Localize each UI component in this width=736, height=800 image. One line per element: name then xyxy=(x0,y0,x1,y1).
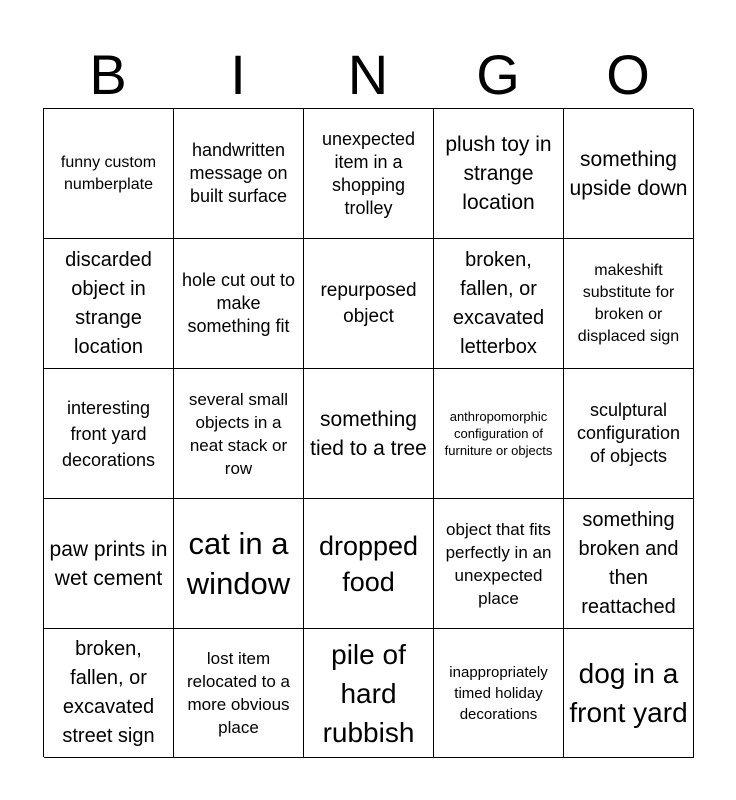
cell-text: interesting front yard decorations xyxy=(61,397,156,470)
bingo-cell[interactable] xyxy=(304,499,434,629)
cell-text: pile of hard rubbish xyxy=(322,638,415,748)
cell-text: funny custom numberplate xyxy=(60,153,157,193)
cell-text: plush toy in strange location xyxy=(445,133,552,214)
bingo-cell[interactable] xyxy=(434,239,564,369)
cell-text: sculptural configuration of objects xyxy=(576,400,681,466)
cell-text: handwritten message on built surface xyxy=(189,140,288,206)
cell-text: makeshift substitute for broken or displaced sign xyxy=(577,261,680,345)
bingo-cell[interactable] xyxy=(564,239,694,369)
cell-text: dropped food xyxy=(318,530,419,597)
header-letter-b: B xyxy=(89,43,127,106)
cell-text: object that fits perfectly in an unexpected place xyxy=(445,519,552,608)
cell-text: hole cut out to make something fit xyxy=(181,270,296,336)
bingo-cell[interactable] xyxy=(174,109,304,239)
cell-text: broken, fallen, or excavated street sign xyxy=(62,638,155,747)
bingo-cell[interactable] xyxy=(564,109,694,239)
cell-text: something broken and then reattached xyxy=(578,508,679,618)
bingo-cell[interactable] xyxy=(44,629,174,758)
cell-text: repurposed object xyxy=(320,279,417,327)
header-letter-g: G xyxy=(476,43,520,106)
bingo-cell[interactable] xyxy=(564,369,694,499)
bingo-cell[interactable] xyxy=(304,239,434,369)
cell-text: discarded object in strange location xyxy=(65,248,152,358)
bingo-cell[interactable] xyxy=(434,629,564,758)
cell-text: anthropomorphic configuration of furniture or objects xyxy=(444,409,553,458)
bingo-card-grid xyxy=(43,108,693,757)
bingo-cell[interactable] xyxy=(174,629,304,758)
header-letter-o: O xyxy=(606,43,650,106)
bingo-cell[interactable] xyxy=(434,109,564,239)
bingo-cell[interactable] xyxy=(44,239,174,369)
bingo-cell[interactable] xyxy=(434,369,564,499)
bingo-cell[interactable] xyxy=(434,499,564,629)
bingo-cell[interactable] xyxy=(564,499,694,629)
cell-text: dog in a front yard xyxy=(569,658,688,728)
cell-text: something upside down xyxy=(569,147,688,200)
bingo-cell[interactable] xyxy=(304,109,434,239)
bingo-header xyxy=(43,42,693,108)
bingo-cell[interactable] xyxy=(44,369,174,499)
bingo-cell[interactable] xyxy=(174,499,304,629)
bingo-cell[interactable] xyxy=(174,239,304,369)
cell-text: inappropriately timed holiday decorations xyxy=(449,663,548,723)
cell-text: several small objects in a neat stack or row xyxy=(188,389,289,478)
bingo-cell[interactable] xyxy=(564,629,694,758)
bingo-cell[interactable] xyxy=(304,369,434,499)
cell-text: paw prints in wet cement xyxy=(49,537,168,590)
bingo-cell[interactable] xyxy=(44,109,174,239)
cell-text: cat in a window xyxy=(186,525,291,601)
header-letter-i: I xyxy=(230,43,246,106)
bingo-cell[interactable] xyxy=(304,629,434,758)
header-letter-n: N xyxy=(347,43,389,106)
cell-text: unexpected item in a shopping trolley xyxy=(321,128,416,218)
bingo-cell[interactable] xyxy=(44,499,174,629)
cell-text: broken, fallen, or excavated letterbox xyxy=(452,248,545,358)
bingo-cell[interactable] xyxy=(174,369,304,499)
cell-text: lost item relocated to a more obvious place xyxy=(186,649,290,737)
cell-text: something tied to a tree xyxy=(310,407,427,460)
